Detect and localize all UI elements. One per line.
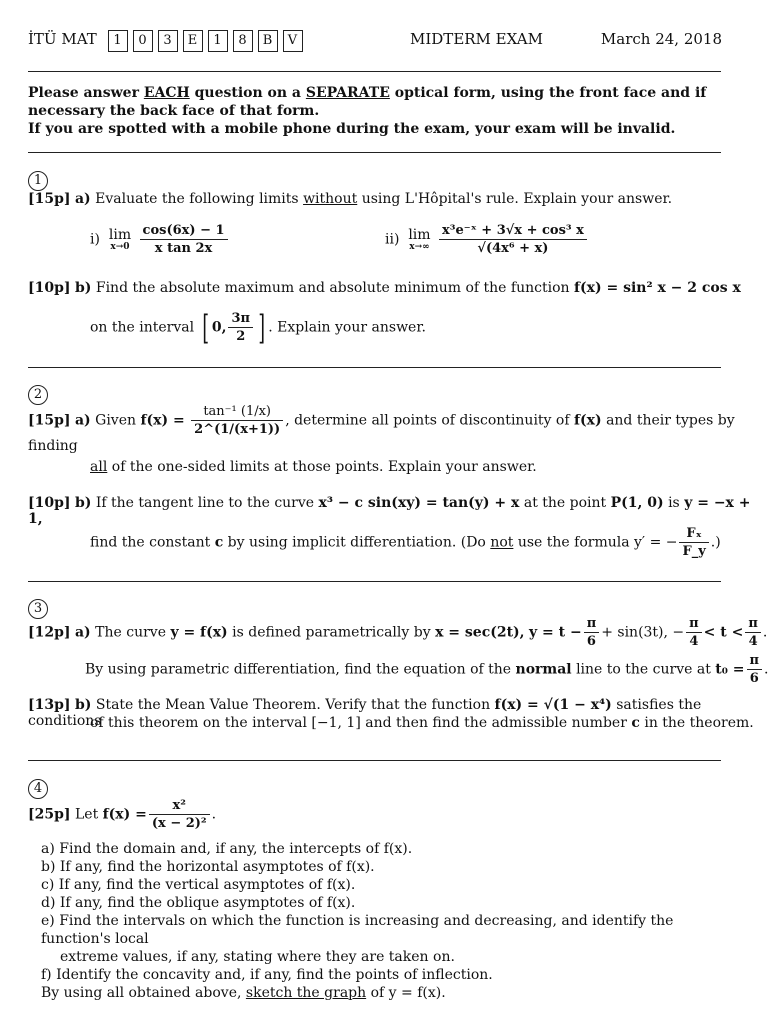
divider xyxy=(28,760,721,761)
code-box: E xyxy=(183,30,203,52)
divider xyxy=(28,367,721,368)
code-box: B xyxy=(258,30,278,52)
q3-part-b: [13p] b) State the Mean Value Theorem. Verify that the function f(x) = √(1 − x⁴) satisfies the conditions xyxy=(28,697,702,729)
q1-limit-i: i) lim x→0 $\frac{\cos(6x) - 1}{\text{x tan 2x}}$ xyxy=(90,222,230,257)
list-item: a) Find the domain and, if any, the intercepts of f(x). xyxy=(41,841,413,857)
code-box: 1 xyxy=(108,30,128,52)
q1-limit-ii: ii) lim x→∞ $\frac{\text{x³e⁻ˣ + 3√x + cos³ x}}{\text{√(4x⁶ + x)}}$ xyxy=(385,222,589,257)
q2-part-b-cont: find the constant c by using implicit differentiation. (Do not use the formula y′ = − $\frac{\text{Fₓ}}{F\_y}$ .) xyxy=(90,526,721,559)
q4-stem: [25p] Let f(x) = $\frac{\text{x²}}{\text{(x − 2)²}}$ . xyxy=(28,798,217,831)
list-item: b) If any, find the horizontal asymptotes of f(x). xyxy=(41,859,375,875)
question-number: 2 xyxy=(28,385,48,405)
q1-part-a: [15p] a) Evaluate the following limits without using L'Hôpital's rule. Explain your answer. xyxy=(28,191,673,207)
instructions: Please answer EACH question on a SEPARATE optical form, using the front face and if necessary the back face of that form. If you are spotted with a mobile phone during the exam, your exam will be invalid. xyxy=(28,85,707,137)
q2-part-b: [10p] b) If the tangent line to the curve x³ − c sin(xy) = tan(y) + x at the point P(1, 0) is y = −x + 1, xyxy=(28,495,751,527)
list-item: e) Find the intervals on which the function is increasing and decreasing, and identify the function's local xyxy=(41,913,674,947)
final-instruction: By using all obtained above, sketch the graph of y = f(x). xyxy=(41,985,446,1001)
question-number: 3 xyxy=(28,599,48,619)
q1-interval: on the interval [ 0, $\frac{3\pi}{2}$ ] . Explain your answer. xyxy=(90,307,426,348)
q3-part-a: [12p] a) The curve y = f(x) is defined parametrically by x = sec(2t), y = t − $\frac{\pi}{6}$ + sin(3t), − $\frac{\pi}{4}$ < t < $\frac{\pi}{4}$ . xyxy=(28,616,768,649)
question-number: 4 xyxy=(28,779,48,799)
code-boxes xyxy=(108,30,308,48)
q3-part-b-cont: of this theorem on the interval [−1, 1] and then find the admissible number c in the theorem. xyxy=(90,715,754,731)
exam-date: March 24, 2018 xyxy=(600,30,722,48)
list-item: f) Identify the concavity and, if any, find the points of inflection. xyxy=(41,967,493,983)
q2-part-a-cont: all of the one-sided limits at those points. Explain your answer. xyxy=(90,459,537,475)
question-number: 1 xyxy=(28,171,48,191)
code-box: 1 xyxy=(208,30,228,52)
list-item: d) If any, find the oblique asymptotes of f(x). xyxy=(41,895,356,911)
course-code: İTÜ MAT xyxy=(28,30,97,48)
exam-title: MIDTERM EXAM xyxy=(410,30,543,48)
list-item: c) If any, find the vertical asymptotes of f(x). xyxy=(41,877,356,893)
list-item: extreme values, if any, stating where they are taken on. xyxy=(60,949,455,965)
code-box: 0 xyxy=(133,30,153,52)
code-box: V xyxy=(283,30,303,52)
q1-part-b: [10p] b) Find the absolute maximum and absolute minimum of the function f(x) = sin² x − 2 cos x xyxy=(28,280,741,296)
code-box: 3 xyxy=(158,30,178,52)
code-box: 8 xyxy=(233,30,253,52)
q4-items xyxy=(41,840,731,1002)
divider xyxy=(28,71,721,72)
divider xyxy=(28,581,721,582)
divider xyxy=(28,152,721,153)
q2-part-a: [15p] a) Given f(x) = $\frac{\text{tan⁻¹ (1/x)}}{2\^{}(1/(x+1))}$ , determine all points of discontinuity of f(x) and their types by finding xyxy=(28,404,735,454)
header-left xyxy=(28,30,308,52)
q3-part-a-cont: By using parametric differentiation, find the equation of the normal line to the curve at t₀ = $\frac{\pi}{6}$ xyxy=(85,652,768,687)
